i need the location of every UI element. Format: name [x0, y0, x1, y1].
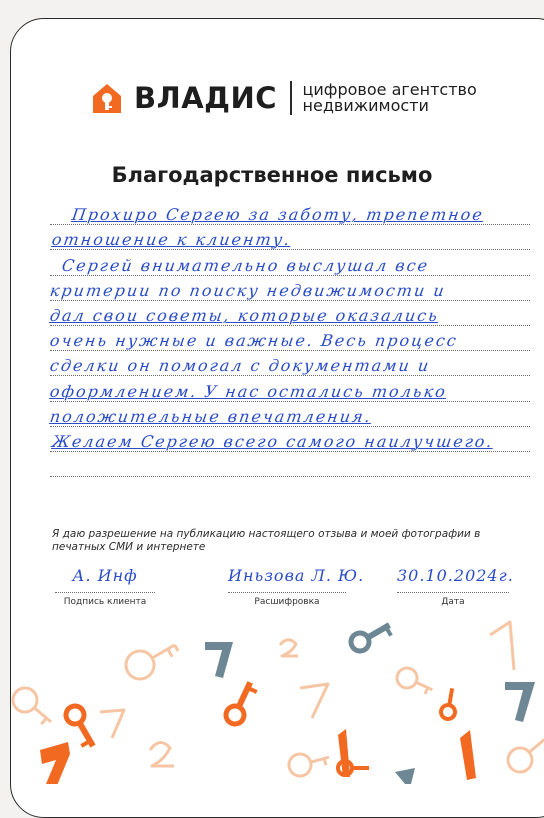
signature-caption: Подпись клиента — [63, 597, 147, 607]
letter-line — [50, 402, 530, 427]
handwritten-text: дал свои советы, которые оказались — [48, 305, 441, 325]
letter-line — [50, 452, 530, 477]
house-key-icon — [90, 81, 124, 115]
letter-line — [50, 225, 530, 250]
date-caption: Дата — [441, 597, 465, 607]
digit-seven-slate — [395, 768, 415, 784]
letter-line — [50, 276, 530, 301]
handwritten-text: Прохиро Сергею за заботу, трепетное — [70, 205, 486, 225]
decoding-value: Иньзова Л. Ю. — [228, 566, 346, 593]
handwritten-text: Сергей внимательно выслушал все — [60, 255, 431, 275]
letter-line — [50, 376, 530, 401]
publication-consent: Я даю разрешение на публикацию настоящего отзыва и моей фотографии в печатных СМИ и интернете — [52, 528, 481, 553]
key-icon — [503, 730, 544, 777]
handwritten-text: Желаем Сергею всего самого наилучшего. — [50, 431, 495, 451]
decorative-keys-pattern — [0, 600, 544, 784]
key-icon — [394, 665, 437, 699]
key-icon — [223, 679, 259, 728]
handwritten-text: сделки он помогал с документами и — [48, 356, 432, 376]
letter-body — [50, 200, 530, 477]
letter-line — [50, 301, 530, 326]
digit-seven-slate — [205, 642, 233, 678]
brand-tagline — [303, 82, 477, 114]
date-value: 30.10.2024г. — [397, 566, 509, 593]
digit-seven-orange — [40, 742, 70, 784]
handwritten-text: положительные впечатления. — [48, 406, 374, 426]
signature-value: А. Инф — [55, 566, 155, 593]
digit-seven-slate — [505, 682, 535, 722]
tagline-line-1: цифровое агентство — [302, 80, 477, 99]
key-icon — [121, 633, 182, 684]
digit-seven-outline — [100, 710, 124, 738]
key-icon — [440, 687, 459, 720]
key-icon — [287, 747, 332, 779]
digit-two-outline — [150, 742, 174, 766]
decoding-caption: Расшифровка — [254, 597, 320, 607]
letter-line — [50, 250, 530, 275]
digit-one-orange — [460, 730, 476, 780]
digit-seven-outline — [300, 684, 328, 718]
tagline-line-2: недвижимости — [302, 96, 429, 115]
page-title: Благодарственное письмо — [111, 163, 433, 187]
letter-line — [50, 326, 530, 351]
key-icon — [348, 617, 395, 655]
letter-line — [50, 200, 530, 225]
handwritten-text: очень нужные и важные. Весь процесс — [48, 331, 460, 351]
digit-two-outline — [280, 640, 298, 656]
brand-name: ВЛАДИС — [134, 81, 278, 115]
logo-divider — [290, 81, 292, 115]
letter-line — [50, 351, 530, 376]
handwritten-text: отношение к клиенту. — [50, 230, 293, 250]
handwritten-text: оформлением. У нас остались только — [48, 381, 449, 401]
digit-one-outline — [490, 622, 514, 670]
letter-line — [50, 427, 530, 452]
handwritten-text: критерии по поиску недвижимости и — [48, 280, 448, 300]
logo — [90, 78, 477, 118]
key-icon — [8, 683, 59, 731]
